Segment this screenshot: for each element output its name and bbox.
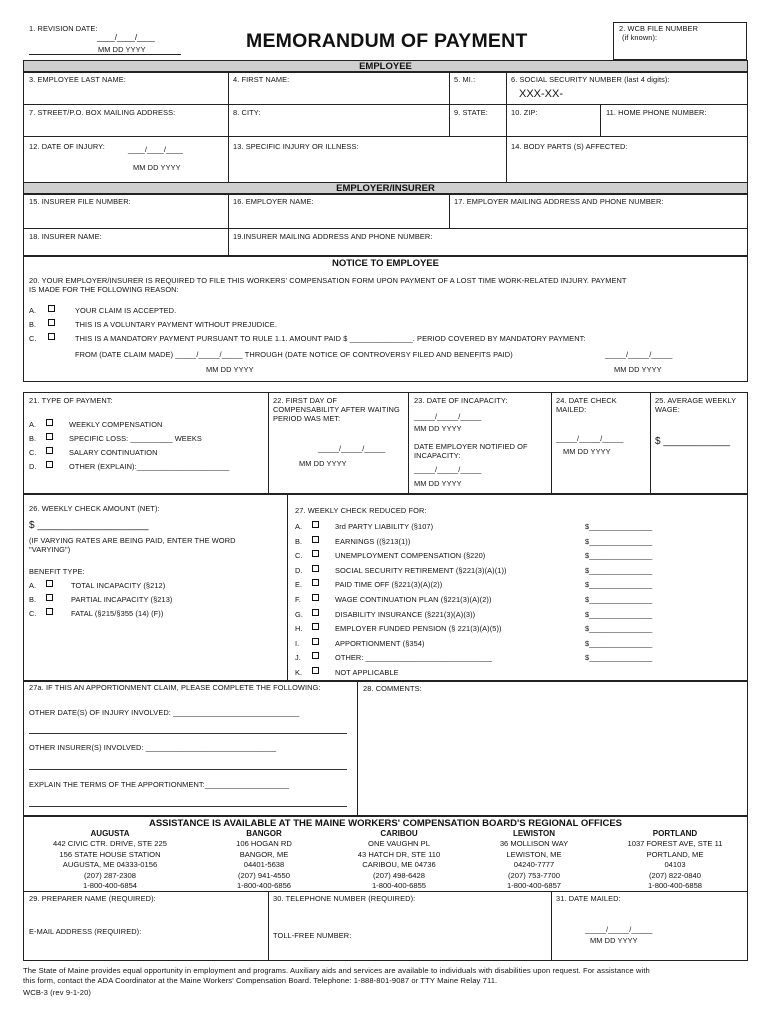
reduction-amount-field[interactable]: $_______________	[585, 580, 653, 590]
office-line: (207) 498-6428	[373, 870, 425, 880]
period-from-line: FROM (DATE CLAIM MADE) _____/_____/_____ THROUGH (DATE NOTICE OF CONTROVERSY FILED AND BENEFITS PAID)	[75, 350, 513, 359]
employer-notified-field[interactable]: _____/_____/_____	[414, 465, 482, 474]
reduction-amount-field[interactable]: $_______________	[585, 609, 653, 619]
reduction-letter: J.	[295, 653, 301, 663]
notice-option-letter: A.	[29, 306, 37, 315]
office-name: PORTLAND	[652, 829, 698, 838]
revision-date-label: 1. REVISION DATE:	[29, 24, 98, 33]
other-insurers-field[interactable]: OTHER INSURER(S) INVOLVED: _______________________________	[29, 743, 277, 752]
notice-option-a-text: YOUR CLAIM IS ACCEPTED.	[75, 306, 177, 315]
weekly-check-amount-field[interactable]: $ ____________________	[29, 520, 149, 531]
office-line: (207) 287-2308	[84, 870, 136, 880]
section-employer-insurer: EMPLOYER/INSURER	[23, 182, 748, 194]
insurer-address-label: 19.INSURER MAILING ADDRESS AND PHONE NUMBER:	[233, 232, 433, 241]
office-caribou	[324, 829, 474, 892]
check-mailed-field[interactable]: _____/_____/_____	[556, 434, 624, 443]
footer-line-1: The State of Maine provides equal opportunity in employment and programs. Auxiliary aids and services are available to individuals with disabilities upon request. For assistance with	[23, 966, 650, 975]
reduction-text: UNEMPLOYMENT COMPENSATION (§220)	[335, 551, 486, 561]
insurer-name-label: 18. INSURER NAME:	[29, 232, 102, 241]
office-line: 1-800-400-6858	[647, 881, 703, 891]
office-line: 1-800-400-6855	[371, 881, 427, 891]
other-dates-line	[29, 733, 347, 734]
office-line: 1-800-400-6857	[506, 881, 562, 891]
office-line: CARIBOU, ME 04736	[362, 860, 436, 870]
comments-label: 28. COMMENTS:	[363, 684, 422, 693]
reduction-letter: H.	[295, 624, 303, 634]
reduction-letter: G.	[295, 609, 304, 619]
employer-notified-format: MM DD YYYY	[414, 479, 462, 488]
telephone-label: 30. TELEPHONE NUMBER (REQUIRED):	[273, 894, 416, 903]
state-label: 9. STATE:	[454, 108, 488, 117]
zip-label: 10. ZIP:	[511, 108, 538, 117]
office-line: 1037 FOREST AVE, STE 11	[627, 839, 723, 848]
employee-last-name-label: 3. EMPLOYEE LAST NAME:	[29, 75, 126, 84]
reduction-letter: C.	[295, 551, 303, 561]
office-line: BANGOR, ME	[239, 849, 289, 859]
apportionment-label: 27a. IF THIS AN APPORTIONMENT CLAIM, PLEASE COMPLETE THE FOLLOWING:	[29, 683, 321, 692]
body-parts-label: 14. BODY PARTS (S) AFFECTED:	[511, 142, 628, 151]
notice-intro-2: IS MADE FOR THE FOLLOWING REASON:	[29, 285, 179, 294]
date-mailed-label: 31. DATE MAILED:	[556, 894, 621, 903]
notice-checkbox-c[interactable]	[48, 333, 55, 340]
payment-type-letter: C.	[29, 448, 37, 457]
first-day-field[interactable]: _____/_____/_____	[318, 444, 386, 453]
office-line: 04103	[664, 860, 686, 870]
reduced-for-label: 27. WEEKLY CHECK REDUCED FOR:	[295, 506, 427, 515]
reduction-checkbox[interactable]	[312, 609, 319, 616]
benefit-letter: B.	[29, 595, 37, 604]
explain-line	[29, 806, 347, 807]
offices-heading: ASSISTANCE IS AVAILABLE AT THE MAINE WORKERS' COMPENSATION BOARD'S REGIONAL OFFICES	[148, 818, 623, 829]
reduction-checkbox[interactable]	[312, 550, 319, 557]
office-bangor	[189, 829, 339, 892]
employee-section-box	[23, 72, 748, 186]
employer-name-label: 16. EMPLOYER NAME:	[233, 197, 314, 206]
wcb-file-number-label: 2. WCB FILE NUMBER	[619, 24, 699, 33]
office-line: 1-800-400-6854	[82, 881, 138, 891]
notice-option-b-text: THIS IS A VOLUNTARY PAYMENT WITHOUT PREJUDICE.	[75, 320, 277, 329]
employer-address-label: 17. EMPLOYER MAILING ADDRESS AND PHONE NUMBER:	[454, 197, 664, 206]
office-portland	[600, 829, 750, 892]
notice-checkbox-b[interactable]	[48, 319, 55, 326]
reduction-checkbox[interactable]	[312, 638, 319, 645]
period-from-format: MM DD YYYY	[206, 365, 254, 374]
payment-type-letter: D.	[29, 462, 37, 471]
reduction-letter: B.	[295, 536, 303, 546]
email-label: E-MAIL ADDRESS (REQUIRED):	[29, 927, 142, 936]
reduction-amount-field[interactable]: $_______________	[585, 522, 653, 531]
form-id: WCB-3 (rev 9-1-20)	[23, 988, 92, 997]
injury-label: 13. SPECIFIC INJURY OR ILLNESS:	[233, 142, 359, 151]
office-line: 43 HATCH DR, STE 110	[357, 849, 441, 859]
payment-type-letter: B.	[29, 434, 37, 443]
insurer-file-label: 15. INSURER FILE NUMBER:	[29, 197, 131, 206]
notice-intro-1: 20. YOUR EMPLOYER/INSURER IS REQUIRED TO FILE THIS WORKERS' COMPENSATION FORM UPON PAYMENT OF A LOST TIME WORK-RELATED INJURY. PAYMENT	[29, 276, 627, 285]
benefit-letter: A.	[29, 581, 37, 590]
incapacity-field[interactable]: _____/_____/_____	[414, 412, 482, 421]
reduction-letter: E.	[295, 580, 303, 590]
office-line: (207) 822-0840	[649, 870, 701, 880]
office-line: LEWISTON, ME	[506, 849, 562, 859]
payment-checkbox-d[interactable]	[46, 461, 53, 468]
office-line: (207) 941-4550	[238, 870, 290, 880]
notice-option-letter: B.	[29, 320, 37, 329]
reduction-checkbox[interactable]	[312, 579, 319, 586]
reduction-checkbox[interactable]	[312, 667, 319, 674]
benefit-c-text: FATAL (§215/§355 (14) (F))	[71, 609, 164, 618]
reduction-checkbox[interactable]	[312, 652, 319, 659]
office-line: AUGUSTA, ME 04333-0156	[62, 860, 158, 870]
office-line: 106 HOGAN RD	[236, 839, 292, 848]
varying-note: (IF VARYING RATES ARE BEING PAID, ENTER THE WORD "VARYING")	[29, 536, 236, 554]
tollfree-label: TOLL-FREE NUMBER:	[273, 931, 352, 940]
office-name: AUGUSTA	[90, 829, 130, 838]
date-mailed-format: MM DD YYYY	[590, 936, 638, 945]
office-line: 04401-5638	[243, 860, 285, 870]
benefit-letter: C.	[29, 609, 37, 618]
first-day-format: MM DD YYYY	[299, 459, 347, 468]
payment-checkbox-c[interactable]	[46, 447, 53, 454]
date-of-injury-label: 12. DATE OF INJURY:	[29, 142, 105, 151]
reduction-amount-field[interactable]: $_______________	[585, 624, 653, 634]
ssn-field[interactable]: XXX-XX-	[519, 88, 564, 100]
office-line: (207) 753-7700	[508, 870, 560, 880]
payment-checkbox-b[interactable]	[46, 433, 53, 440]
avg-wage-field[interactable]: $ ____________	[655, 436, 731, 447]
mi-label: 5. MI.:	[454, 75, 476, 84]
revision-date-underline	[29, 54, 181, 55]
section-employee: EMPLOYEE	[23, 60, 748, 72]
reduction-text: PAID TIME OFF (§221(3)(A)(2))	[335, 580, 443, 590]
office-name: BANGOR	[246, 829, 282, 838]
preparer-name-label: 29. PREPARER NAME (REQUIRED):	[29, 894, 156, 903]
revision-date-format: MM DD YYYY	[98, 45, 146, 54]
reduction-text: SOCIAL SECURITY RETIREMENT (§221(3)(A)(1))	[335, 565, 507, 575]
reduction-text: EMPLOYER FUNDED PENSION (§ 221(3)(A)(5))	[335, 624, 502, 634]
office-line: PORTLAND, ME	[646, 849, 704, 859]
reduction-text: EARNINGS ((§213(1))	[335, 536, 411, 546]
street-label: 7. STREET/P.O. BOX MAILING ADDRESS:	[29, 108, 176, 117]
weekly-check-label: 26. WEEKLY CHECK AMOUNT (NET):	[29, 504, 160, 513]
home-phone-label: 11. HOME PHONE NUMBER:	[606, 108, 707, 117]
reduction-amount-field[interactable]: $_______________	[585, 565, 653, 575]
date-of-injury-format: MM DD YYYY	[133, 163, 181, 172]
reduction-text: NOT APPLICABLE	[335, 668, 399, 677]
reduction-text: WAGE CONTINUATION PLAN (§221(3)(A)(2))	[335, 595, 492, 604]
office-line: 156 STATE HOUSE STATION	[59, 849, 161, 859]
reduction-amount-field[interactable]: $_______________	[585, 536, 653, 546]
payment-type-letter: A.	[29, 420, 37, 429]
section-notice: NOTICE TO EMPLOYEE	[332, 258, 439, 269]
benefit-a-text: TOTAL INCAPACITY (§212)	[71, 581, 166, 590]
reduction-letter: A.	[295, 522, 303, 531]
date-of-injury-field[interactable]: ____/____/____	[128, 145, 183, 154]
payment-type-b-text: SPECIFIC LOSS: __________ WEEKS	[69, 434, 202, 443]
benefit-checkbox-b[interactable]	[46, 594, 53, 601]
incapacity-format: MM DD YYYY	[414, 424, 462, 433]
wcb-file-number-sub: (if known):	[622, 33, 658, 42]
reduction-amount-field[interactable]: $_______________	[585, 653, 653, 663]
period-through-date-field[interactable]: _____/_____/_____	[605, 350, 673, 359]
employer-notified-label: DATE EMPLOYER NOTIFIED OF INCAPACITY:	[414, 442, 528, 460]
reduction-amount-field[interactable]: $_______________	[585, 638, 653, 648]
reduction-letter: K.	[295, 668, 303, 677]
office-line: 04240-7777	[513, 860, 555, 870]
reduction-text: 3rd PARTY LIABILITY (§107)	[335, 522, 434, 531]
check-mailed-format: MM DD YYYY	[563, 447, 611, 456]
office-lewiston	[459, 829, 609, 892]
benefit-checkbox-c[interactable]	[46, 608, 53, 615]
reduction-amount-field[interactable]: $_______________	[585, 595, 653, 604]
payment-type-label: 21. TYPE OF PAYMENT:	[29, 396, 113, 405]
explain-apportionment-field[interactable]: EXPLAIN THE TERMS OF THE APPORTIONMENT:____________________	[29, 780, 290, 789]
office-name: LEWISTON	[512, 829, 556, 838]
first-name-label: 4. FIRST NAME:	[233, 75, 290, 84]
payment-type-d-text: OTHER (EXPLAIN):______________________	[69, 462, 230, 471]
notice-option-c-text: THIS IS A MANDATORY PAYMENT PURSUANT TO RULE 1.1. AMOUNT PAID $ _______________. PERIOD COVERED BY MANDATORY PAYMENT:	[75, 334, 586, 343]
first-day-label: 22. FIRST DAY OF COMPENSABILITY AFTER WAITING PERIOD WAS MET:	[273, 396, 400, 423]
reduction-amount-field[interactable]: $_______________	[585, 551, 653, 561]
reduction-text: DISABILITY INSURANCE (§221(3)(A)(3))	[335, 609, 476, 619]
incapacity-label: 23. DATE OF INCAPACITY:	[414, 396, 508, 405]
period-through-format: MM DD YYYY	[614, 365, 662, 374]
office-line: 36 MOLLISON WAY	[499, 839, 569, 848]
reduction-text: OTHER: ______________________________	[335, 653, 492, 663]
notice-checkbox-a[interactable]	[48, 305, 55, 312]
reduction-checkbox[interactable]	[312, 565, 319, 572]
payment-checkbox-a[interactable]	[46, 419, 53, 426]
other-insurers-line	[29, 769, 347, 770]
revision-date-field[interactable]: ____/____/____	[97, 33, 155, 42]
office-line: 442 CIVIC CTR. DRIVE, STE 225	[53, 839, 167, 848]
other-dates-field[interactable]: OTHER DATE(S) OF INJURY INVOLVED: ______________________________	[29, 708, 300, 717]
benefit-type-label: BENEFIT TYPE:	[29, 567, 85, 576]
reduction-letter: D.	[295, 565, 303, 575]
avg-wage-label: 25. AVERAGE WEEKLY WAGE:	[655, 396, 737, 414]
payment-type-c-text: SALARY CONTINUATION	[69, 448, 158, 457]
office-augusta	[35, 829, 185, 892]
office-line: ONE VAUGHN PL	[368, 839, 430, 848]
reduction-checkbox[interactable]	[312, 594, 319, 601]
notice-option-letter: C.	[29, 334, 37, 343]
footer-line-2: this form, contact the ADA Coordinator at the Maine Workers' Compensation Board. Telephone: 1-888-801-9087 or TTY Maine Relay 711.	[23, 976, 498, 985]
payment-type-a-text: WEEKLY COMPENSATION	[69, 420, 163, 429]
reduction-checkbox[interactable]	[312, 623, 319, 630]
notice-section-box	[23, 256, 748, 382]
reduction-checkbox[interactable]	[312, 536, 319, 543]
reduction-letter: F.	[295, 595, 301, 604]
reduction-letter: I.	[295, 638, 300, 648]
ssn-label: 6. SOCIAL SECURITY NUMBER (last 4 digits):	[511, 75, 670, 84]
reduction-text: APPORTIONMENT (§354)	[335, 638, 425, 648]
office-line: 1-800-400-6856	[236, 881, 292, 891]
check-mailed-label: 24. DATE CHECK MAILED:	[556, 396, 617, 414]
benefit-b-text: PARTIAL INCAPACITY (§213)	[71, 595, 173, 604]
city-label: 8. CITY:	[233, 108, 261, 117]
date-mailed-field[interactable]: _____/_____/_____	[585, 925, 653, 934]
benefit-checkbox-a[interactable]	[46, 580, 53, 587]
form-title: MEMORANDUM OF PAYMENT	[246, 30, 528, 52]
office-name: CARIBOU	[380, 829, 418, 838]
reduction-checkbox[interactable]	[312, 521, 319, 528]
